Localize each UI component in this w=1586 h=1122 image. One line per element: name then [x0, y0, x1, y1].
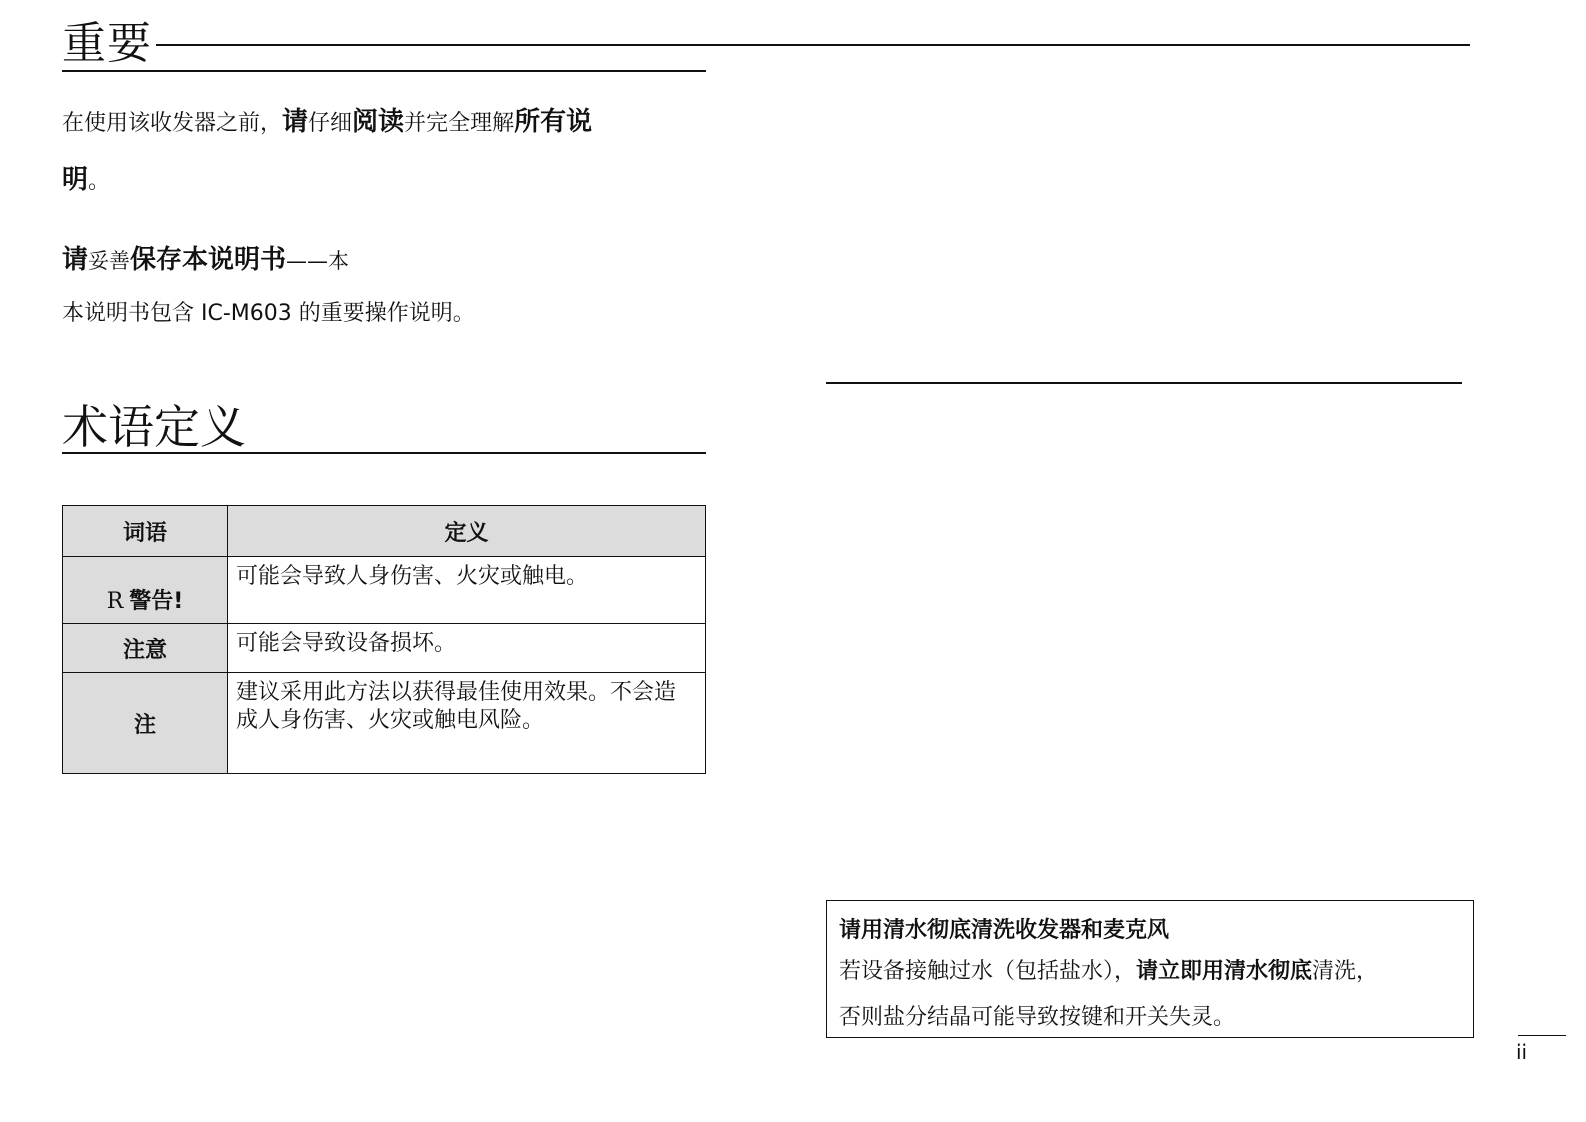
page-number: ii: [1516, 1040, 1528, 1064]
notice-text-2: 清洗，: [1312, 959, 1379, 984]
term-note: 注: [63, 673, 228, 774]
terms-table: [62, 505, 706, 774]
top-rule: [140, 44, 1470, 46]
term-cell: [63, 557, 228, 624]
intro-bold-3: 所有说: [514, 107, 593, 137]
definition-cell: 可能会导致设备损坏。: [228, 624, 706, 673]
keep-bold-1: 请: [62, 245, 89, 275]
intro-text-2: 仔细: [308, 111, 353, 136]
warning-icon: R: [106, 589, 124, 614]
keep-manual-line: [62, 246, 349, 276]
heading-important-rule: [62, 70, 706, 72]
intro-paragraph-cont: [62, 166, 110, 196]
table-row: [63, 673, 706, 774]
heading-important: 重要: [62, 18, 156, 70]
notice-body: [839, 949, 1461, 1041]
term-caution: 注意: [63, 624, 228, 673]
heading-terms-rule: [62, 452, 706, 454]
notice-title: 请用清水彻底清洗收发器和麦克风: [839, 918, 1170, 943]
header-definition: 定义: [228, 506, 706, 557]
intro-text-1: 在使用该收发器之前，: [62, 111, 283, 136]
keep-text-2: ——本: [286, 249, 350, 273]
rinse-notice-box: [826, 900, 1474, 1038]
right-column-rule: [826, 382, 1462, 384]
intro-bold-4: 明: [62, 165, 89, 195]
notice-text-3: 否则盐分结晶可能导致按键和开关失灵。: [839, 1005, 1236, 1030]
notice-text-1: 若设备接触过水（包括盐水），: [839, 959, 1137, 984]
intro-bold-2: 阅读: [352, 107, 405, 137]
intro-paragraph: [62, 108, 712, 138]
term-warning: 警告!: [129, 589, 184, 614]
definition-cell: 建议采用此方法以获得最佳使用效果。不会造成人身伤害、火灾或触电风险。: [228, 673, 706, 774]
table-row: [63, 557, 706, 624]
header-term: 词语: [63, 506, 228, 557]
keep-text-1: 妥善: [88, 249, 131, 273]
page-number-rule: [1518, 1035, 1566, 1036]
table-row: [63, 624, 706, 673]
keep-manual-desc: 本说明书包含 IC-M603 的重要操作说明。: [62, 301, 475, 326]
heading-terms: 术语定义: [62, 400, 246, 454]
definition-cell: 可能会导致人身伤害、火灾或触电。: [228, 557, 706, 624]
intro-text-3: 并完全理解: [404, 111, 515, 136]
keep-bold-2: 保存本说明书: [130, 245, 287, 275]
intro-bold-1: 请: [282, 107, 309, 137]
notice-bold-1: 请立即用清水彻底: [1136, 959, 1313, 984]
intro-text-4: 。: [88, 169, 111, 194]
table-header-row: [63, 506, 706, 557]
